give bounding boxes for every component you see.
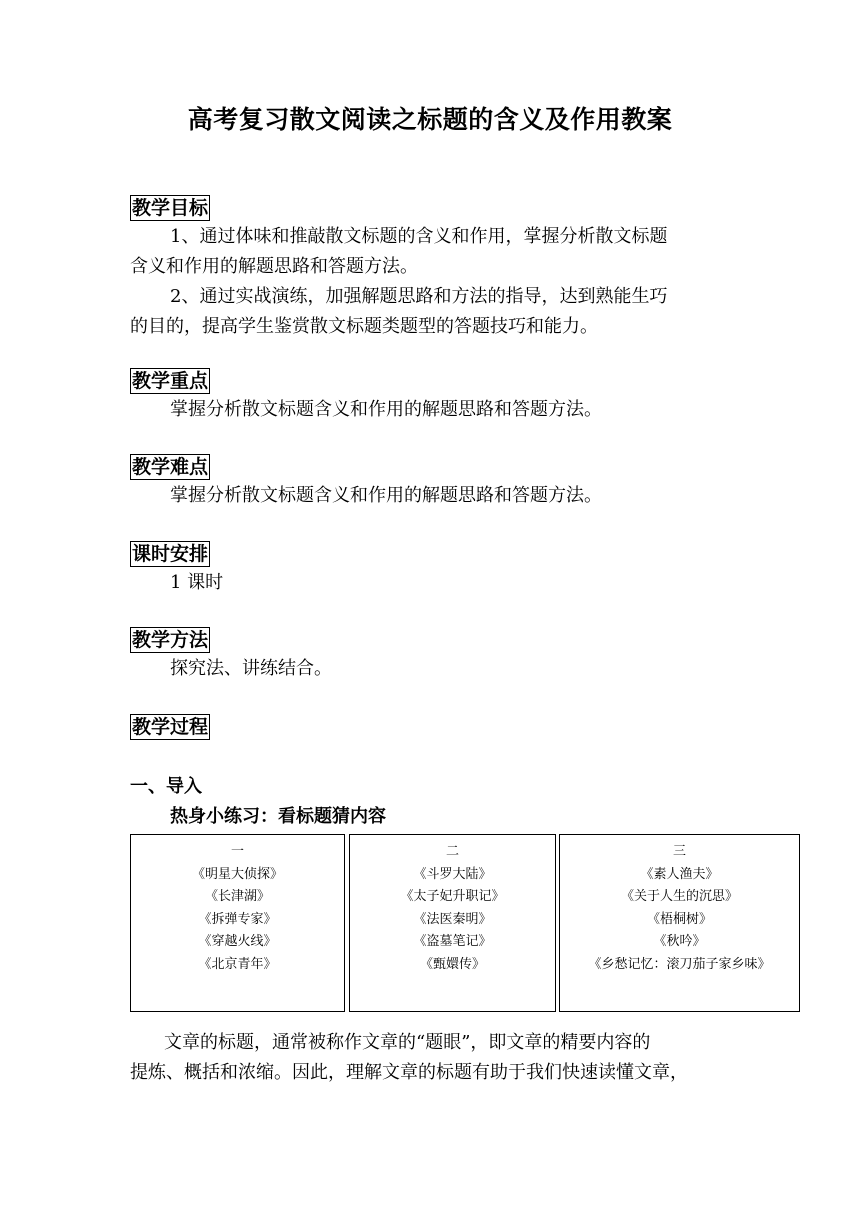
heading-difficulties: 教学难点 [132, 456, 209, 478]
schedule-body [130, 568, 740, 598]
box-3-item: 《秋吟》 [653, 934, 706, 949]
box-1-item: 《明星大侦探》 [191, 866, 283, 882]
objectives-line-2: 含义和作用的解题思路和答题方法。 [130, 256, 418, 277]
box-2-item: 《斗罗大陆》 [413, 866, 492, 882]
heading-objectives: 教学目标 [132, 197, 209, 219]
warmup-title: 热身小练习：看标题猜内容 [170, 806, 386, 827]
box-3-head: 三 [672, 844, 686, 859]
objectives-line-1: 1、通过体味和推敲散文标题的含义和作用，掌握分析散文标题 [170, 226, 668, 247]
box-2-item: 《甄嬛传》 [419, 956, 485, 972]
objectives-line-3: 2、通过实战演练，加强解题思路和方法的指导，达到熟能生巧 [170, 286, 668, 307]
title-box-1 [130, 834, 345, 1012]
box-1-item: 《拆弹专家》 [198, 911, 277, 927]
box-2-item: 《盗墓笔记》 [413, 934, 492, 949]
document-title: 高考复习散文阅读之标题的含义及作用教案 [187, 105, 673, 134]
box-3-item: 《梧桐树》 [646, 911, 712, 927]
methods-text: 探究法、讲练结合。 [170, 658, 332, 679]
objectives-body [130, 222, 740, 342]
step-intro: 一、导入 [130, 776, 202, 797]
closing-line-2: 提炼、概括和浓缩。因此，理解文章的标题有助于我们快速读懂文章， [130, 1062, 688, 1083]
methods-body [130, 654, 740, 684]
closing-line-1: 文章的标题，通常被称作文章的“题眼”，即文章的精要内容的 [164, 1032, 651, 1053]
title-box-3 [559, 834, 800, 1012]
box-2-item: 《法医秦明》 [413, 911, 492, 927]
difficulties-text: 掌握分析散文标题含义和作用的解题思路和答题方法。 [170, 485, 602, 506]
box-2-head: 二 [445, 844, 459, 859]
box-1-item: 《北京青年》 [198, 956, 277, 972]
closing-body [130, 1028, 750, 1088]
schedule-text: 1 课时 [170, 572, 224, 593]
box-3-item: 《乡愁记忆：滚刀茄子家乡味》 [588, 956, 771, 972]
heading-key-points: 教学重点 [132, 370, 209, 392]
heading-schedule: 课时安排 [132, 543, 209, 565]
key-points-text: 掌握分析散文标题含义和作用的解题思路和答题方法。 [170, 399, 602, 420]
box-3-item: 《关于人生的沉思》 [620, 889, 738, 904]
difficulties-body [130, 481, 740, 511]
box-1-item: 《穿越火线》 [198, 934, 277, 949]
heading-methods: 教学方法 [132, 629, 209, 651]
objectives-line-4: 的目的，提高学生鉴赏散文标题类题型的答题技巧和能力。 [130, 316, 598, 337]
box-2-item: 《太子妃升职记》 [400, 889, 505, 904]
heading-process: 教学过程 [132, 716, 209, 738]
box-1-item: 《长津湖》 [204, 889, 270, 904]
key-points-body [130, 395, 740, 425]
title-box-2 [349, 834, 556, 1012]
box-1-head: 一 [230, 844, 244, 859]
box-3-item: 《素人渔夫》 [640, 866, 719, 882]
